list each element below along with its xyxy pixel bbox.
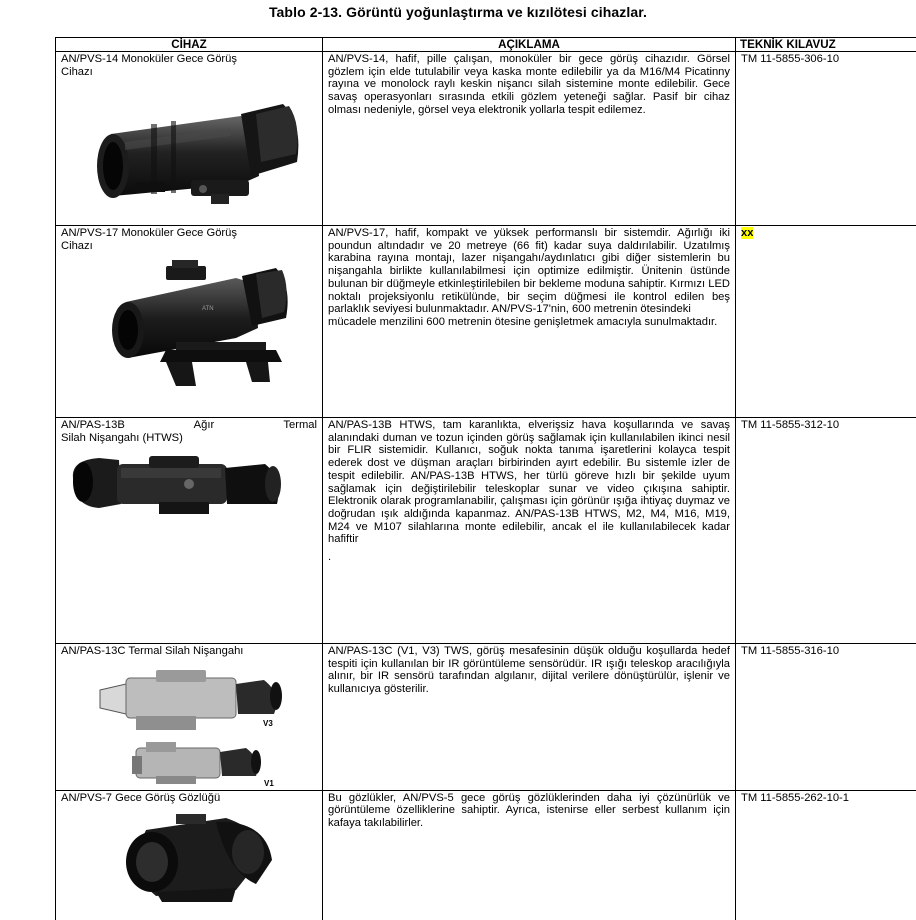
manual-cell: TM 11-5855-306-10	[736, 52, 916, 226]
manual-cell: TM 11-5855-316-10	[736, 644, 916, 791]
description-text-extra: mücadele menzilini 600 metrenin ötesine genişletmek amacıyla sunulmaktadır.	[328, 316, 730, 329]
device-name-line1: AN/PAS-13C Termal Silah Nişangahı	[61, 645, 317, 658]
device-cell	[56, 790, 323, 920]
description-cell: AN/PVS-14, hafif, pille çalışan, monoküler bir gece görüş cihazıdır. Görsel gözlem için elde tutulabilir veya kaska monte edilebilir ya da M16/M4 Picatinny rayına ve monolock raylı keskin nişancı silah sistemine monte edilebilir. Gece savaş operasyonları sırasında etkili gözlem yeteneği sağlar. Pasif bir cihaz olması nedeniyle, görsel veya elektronik yollarla tespit edilemez.	[323, 52, 736, 226]
description-cell	[323, 226, 736, 418]
header-manual: TEKNİK KILAVUZ	[736, 38, 916, 52]
device-name-line1: AN/PVS-7 Gece Görüş Gözlüğü	[61, 792, 317, 805]
table-row	[56, 644, 916, 791]
device-name-line1: AN/PVS-17 Monoküler Gece Görüş	[61, 227, 317, 240]
device-name-line1: AN/PAS-13B Ağır Termal	[61, 419, 317, 432]
description-text-extra: .	[328, 551, 730, 564]
pas13c-thermal-sight-image	[96, 660, 296, 790]
header-device: CİHAZ	[56, 38, 323, 52]
device-name-line2: Cihazı	[61, 240, 317, 253]
device-cell	[56, 418, 323, 644]
pvs17-monocular-image	[106, 258, 296, 388]
device-cell	[56, 226, 323, 418]
devices-table	[55, 37, 916, 920]
description-text: AN/PAS-13B HTWS, tam karanlıkta, elverişsiz hava koşullarında ve savaş alanındaki duman ve tozun içinden görüş sağlamak için kullanılabilen ikinci nesil bir FLIR sistemidir. Kullanıcı, soğuk nokta tanıma işaretlerini kolayca tespit ederek dost ve düşman araçları birbirinden ayırt edebilir. Bu sistemle izler de tespit edilebilir. AN/PAS-13B HTWS, her türlü göreve hızlı bir şekilde uyum sağlamak için değiştirilebilir teleskoplar sunar ve video çıkışına sahiptir. Elektronik olarak programlanabilir, çalışması için görünür ışığa ihtiyaç duymaz ve doğrudan ışık aldığında kapanmaz. AN/PAS-13B HTWS, M2, M4, M16, M19, M24 ve M107 silahlarına monte edilebilir, ancak el ile kullanılabilecek kadar hafiftir	[328, 419, 730, 545]
pvs14-monocular-image	[91, 84, 306, 209]
manual-cell: TM 11-5855-312-10	[736, 418, 916, 644]
pvs7-goggles-image	[116, 812, 276, 904]
manual-cell	[736, 226, 916, 418]
device-cell	[56, 52, 323, 226]
table-row	[56, 226, 916, 418]
table-row	[56, 790, 916, 920]
label-v1: V1	[264, 778, 274, 791]
table-title: Tablo 2-13. Görüntü yoğunlaştırma ve kızılötesi cihazlar.	[0, 4, 916, 20]
device-name-line1: AN/PVS-14 Monoküler Gece Görüş	[61, 53, 317, 66]
table-row	[56, 418, 916, 644]
pas13b-thermal-sight-image	[69, 448, 289, 524]
manual-placeholder: xx	[741, 227, 753, 239]
device-name-line2: Cihazı	[61, 66, 317, 79]
svg-text:ATN: ATN	[202, 306, 214, 312]
table-row	[56, 52, 916, 226]
device-cell	[56, 644, 323, 791]
label-v3: V3	[263, 718, 273, 731]
description-cell: Bu gözlükler, AN/PVS-5 gece görüş gözlüklerinden daha iyi çözünürlük ve görüntüleme özelliklerine sahiptir. Ayrıca, istenirse eller serbest kullanım için kafaya takılabilirler.	[323, 790, 736, 920]
header-description: AÇIKLAMA	[323, 38, 736, 52]
manual-cell: TM 11-5855-262-10-1	[736, 790, 916, 920]
description-text: AN/PVS-17, hafif, kompakt ve yüksek performanslı bir sistemdir. Ağırlığı iki poundun altındadır ve 20 metreye (66 fit) kadar suya daldırılabilir. Uzatılmış karabina rayına montajı, lazer nişangahı/aydınlatıcı gibi diğer sistemlerin bu nişangahla birlikte kullanılabilmesi için optimize edilmiştir. Ünitenin üstünde bulunan bir düğmeyle etkinleştirilebilen bir bekleme moduna sahiptir. Kırmızı LED noktalı projeksiyonlu retikülünde, bir seçim düğmesi ile kontrol edilen beş parlaklık seviyesi bulunmaktadır. AN/PVS-17'nin, 600 metrenin ötesindeki	[328, 227, 730, 315]
header-row	[56, 38, 916, 52]
description-cell	[323, 418, 736, 644]
device-name-line2: Silah Nişangahı (HTWS)	[61, 432, 317, 445]
description-cell: AN/PAS-13C (V1, V3) TWS, görüş mesafesinin düşük olduğu koşullarda hedef tespiti için kullanılan bir IR görüntüleme sensörüdür. IR ışığı teleskop aracılığıyla alınır, bir IR sensörü tarafından algılanır, dijital verilere dönüştürülür, işlenir ve kullanıcıya gösterilir.	[323, 644, 736, 791]
